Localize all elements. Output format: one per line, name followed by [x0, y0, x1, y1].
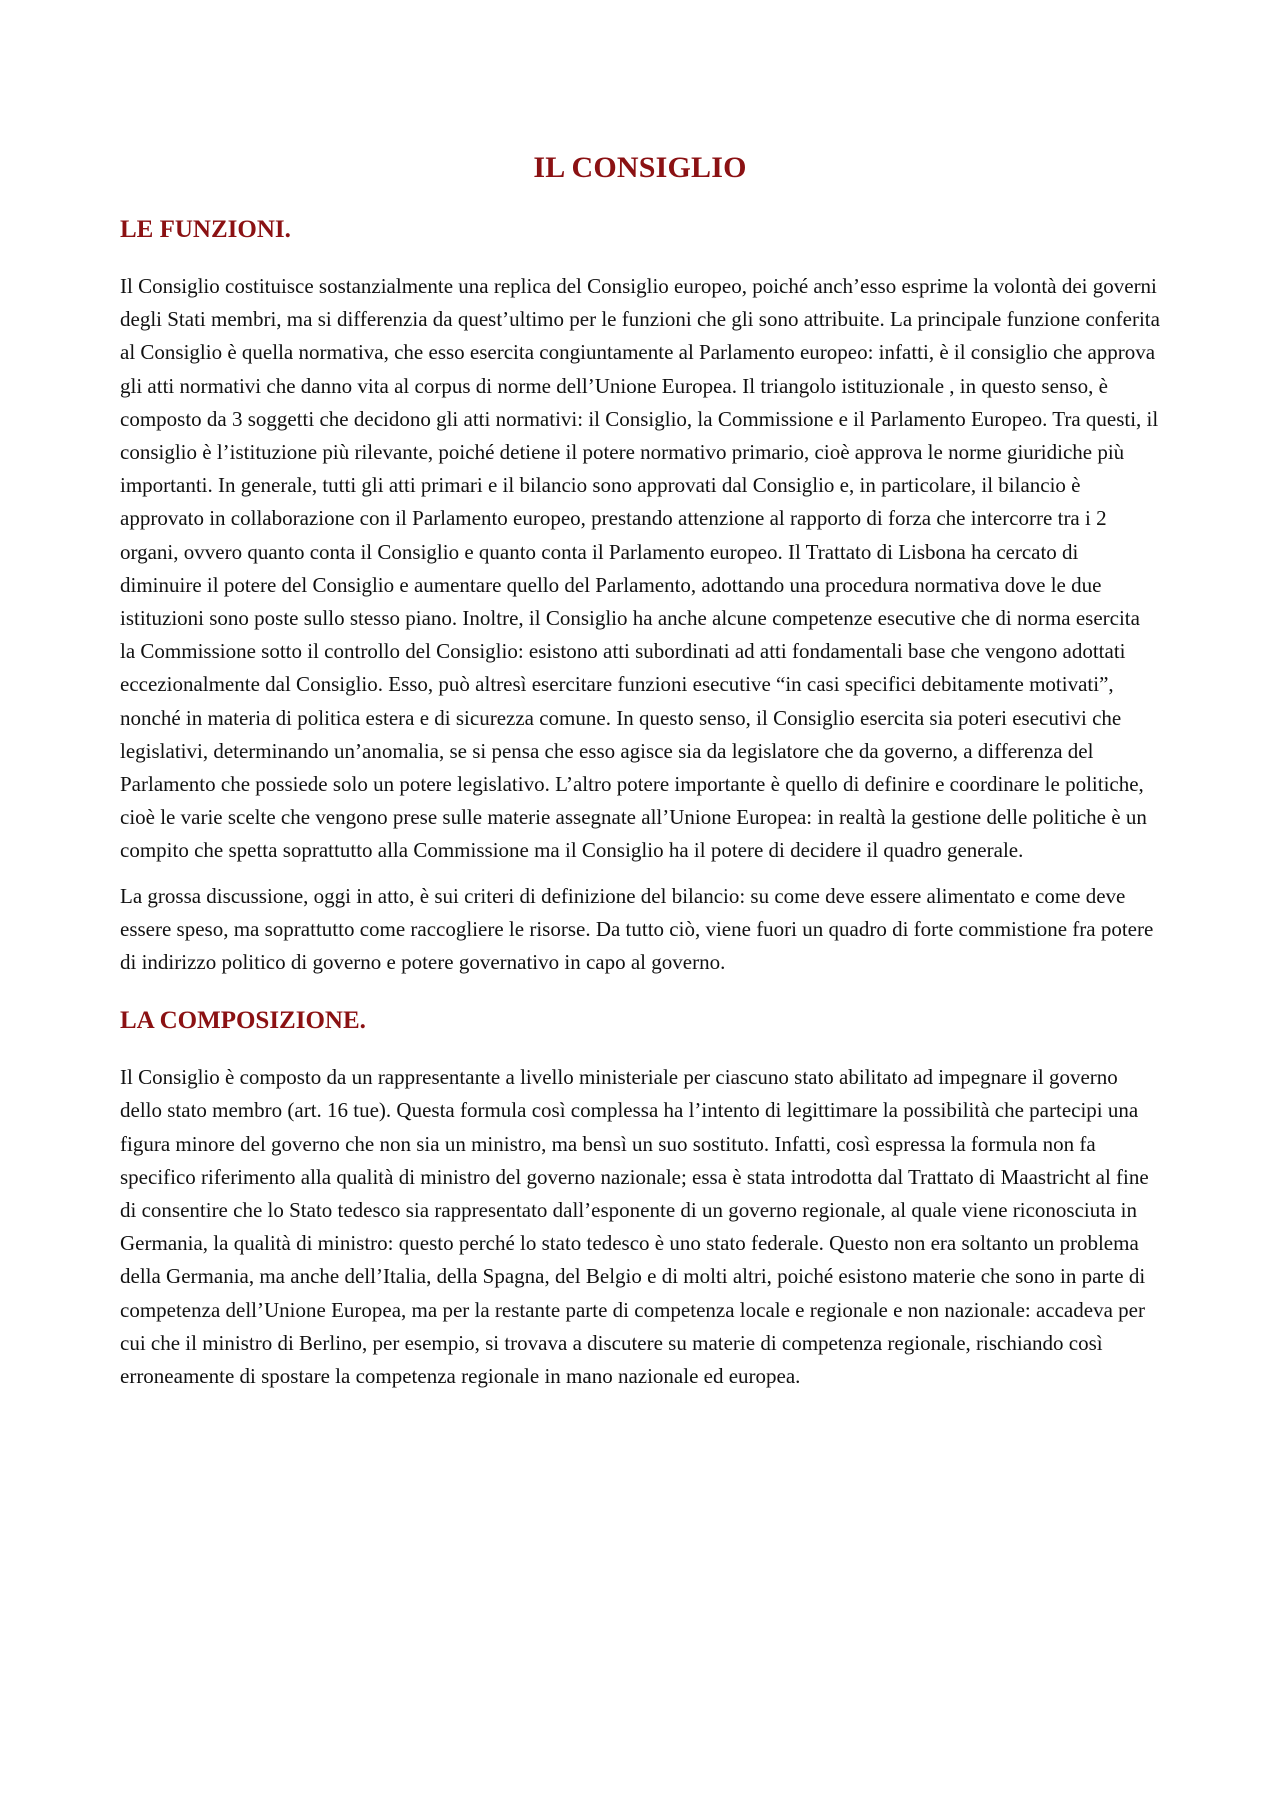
section-composition: [120, 1005, 1160, 1393]
paragraph: Il Consiglio è composto da un rappresentante a livello ministeriale per ciascuno stato abilitato ad impegnare il governo dello stato membro (art. 16 tue). Questa formula così complessa ha l’intento di legittimare la possibilità che partecipi una figura minore del governo che non sia un ministro, ma bensì un suo sostituto. Infatti, così espressa la formula non fa specifico riferimento alla qualità di ministro del governo nazionale; essa è stata introdotta dal Trattato di Maastricht al fine di consentire che lo Stato tedesco sia rappresentato dall’esponente di un governo regionale, al quale viene riconosciuta in Germania, la qualità di ministro: questo perché lo stato tedesco è uno stato federale. Questo non era soltanto un problema della Germania, ma anche dell’Italia, della Spagna, del Belgio e di molti altri, poiché esistono materie che sono in parte di competenza dell’Unione Europea, ma per la restante parte di competenza locale e regionale e non nazionale: accadeva per cui che il ministro di Berlino, per esempio, si trovava a discutere su materie di competenza regionale, rischiando così erroneamente di spostare la competenza regionale in mano nazionale ed europea.: [120, 1065, 1149, 1389]
paragraph: Il Consiglio costituisce sostanzialmente una replica del Consiglio europeo, poiché anch’esso esprime la volontà dei governi degli Stati membri, ma si differenzia da quest’ultimo per le funzioni che gli sono attribuite. La principale funzione conferita al Consiglio è quella normativa, che esso esercita congiuntamente al Parlamento europeo: infatti, è il consiglio che approva gli atti normativi che danno vita al corpus di norme dell’Unione Europea. Il triangolo istituzionale , in questo senso, è composto da 3 soggetti che decidono gli atti normativi: il Consiglio, la Commissione e il Parlamento Europeo. Tra questi, il consiglio è l’istituzione più rilevante, poiché detiene il potere normativo primario, cioè approva le norme giuridiche più importanti. In generale, tutti gli atti primari e il bilancio sono approvati dal Consiglio e, in particolare, il bilancio è approvato in collaborazione con il Parlamento europeo, prestando attenzione al rapporto di forza che intercorre tra i 2 organi, ovvero quanto conta il Consiglio e quanto conta il Parlamento europeo. Il Trattato di Lisbona ha cercato di diminuire il potere del Consiglio e aumentare quello del Parlamento, adottando una procedura normativa dove le due istituzioni sono poste sullo stesso piano. Inoltre, il Consiglio ha anche alcune competenze esecutive che di norma esercita la Commissione sotto il controllo del Consiglio: esistono atti subordinati ad atti fondamentali base che vengono adottati eccezionalmente dal Consiglio. Esso, può altresì esercitare funzioni esecutive “in casi specifici debitamente motivati”, nonché in materia di politica estera e di sicurezza comune. In questo senso, il Consiglio esercita sia poteri esecutivi che legislativi, determinando un’anomalia, se si pensa che esso agisce sia da legislatore che da governo, a differenza del Parlamento che possiede solo un potere legislativo. L’altro potere importante è quello di definire e coordinare le politiche, cioè le varie scelte che vengono prese sulle materie assegnate all’Unione Europea: in realtà la gestione delle politiche è un compito che spetta soprattutto alla Commissione ma il Consiglio ha il potere di decidere il quadro generale.: [120, 274, 1160, 863]
section-heading-composition: LA COMPOSIZIONE.: [120, 1007, 366, 1035]
section-functions: [120, 214, 1160, 979]
page-title: IL CONSIGLIO: [533, 151, 747, 184]
section-heading-functions: LE FUNZIONI.: [120, 216, 291, 243]
paragraph: La grossa discussione, oggi in atto, è sui criteri di definizione del bilancio: su come deve essere alimentato e come deve essere speso, ma soprattutto come raccogliere le risorse. Da tutto ciò, viene fuori un quadro di forte commistione fra potere di indirizzo politico di governo e potere governativo in capo al governo.: [120, 883, 1154, 975]
